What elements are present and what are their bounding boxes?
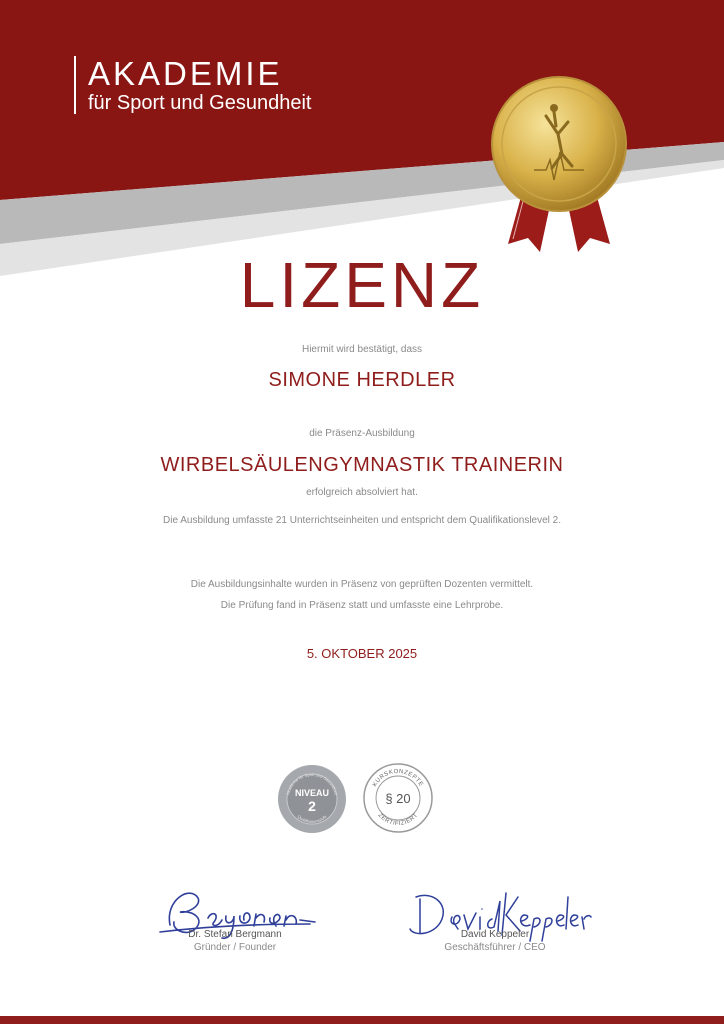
footer-bar (0, 1016, 724, 1024)
signer-2 (420, 928, 570, 954)
course-name: WIRBELSÄULENGYMNASTIK TRAINERIN (160, 454, 564, 476)
recipient-name: SIMONE HERDLER (268, 369, 456, 391)
svg-text:ZERTIFIZIERT: ZERTIFIZIERT (376, 812, 420, 828)
signer-2-role: Geschäftsführer / CEO (444, 942, 546, 953)
niveau-value: 2 (308, 798, 316, 814)
content-text-1: Die Ausbildungsinhalte wurden in Präsenz von geprüften Dozenten vermittelt. (190, 579, 534, 590)
logo-title: AKADEMIE (88, 55, 283, 92)
signer-2-name: David Keppeler (460, 929, 530, 940)
gold-seal-gymnast-icon (486, 76, 632, 272)
details-text: Die Ausbildung umfasste 21 Unterrichtseinheiten und entspricht dem Qualifikationslevel 2. (163, 515, 561, 526)
kurskonzepte-badge (362, 762, 434, 834)
certificate-title: LIZENZ (239, 249, 485, 321)
svg-text:Akademie für Sport und Gesundh: Akademie für Sport und Gesundheit (285, 771, 339, 796)
signer-1 (160, 928, 310, 954)
niveau-label: NIVEAU (294, 788, 330, 798)
content-text-2: Die Prüfung fand in Präsenz statt und umfasste eine Lehrprobe. (220, 600, 504, 611)
signer-1-name: Dr. Stefan Bergmann (188, 929, 282, 940)
completed-text: erfolgreich absolviert hat. (306, 487, 418, 498)
signer-1-role: Gründer / Founder (193, 942, 277, 953)
academy-logo (74, 56, 311, 114)
niveau-badge (277, 764, 347, 834)
svg-text:Qualifikationsstufe: Qualifikationsstufe (296, 813, 328, 825)
kurs-center: § 20 (385, 791, 411, 806)
issue-date: 5. OKTOBER 2025 (306, 646, 418, 661)
intro-text: Hiermit wird bestätigt, dass (301, 344, 423, 355)
svg-text:KURSKONZEPTE: KURSKONZEPTE (372, 768, 424, 788)
logo-subtitle: für Sport und Gesundheit (88, 92, 312, 114)
course-intro-text: die Präsenz-Ausbildung (309, 428, 415, 439)
